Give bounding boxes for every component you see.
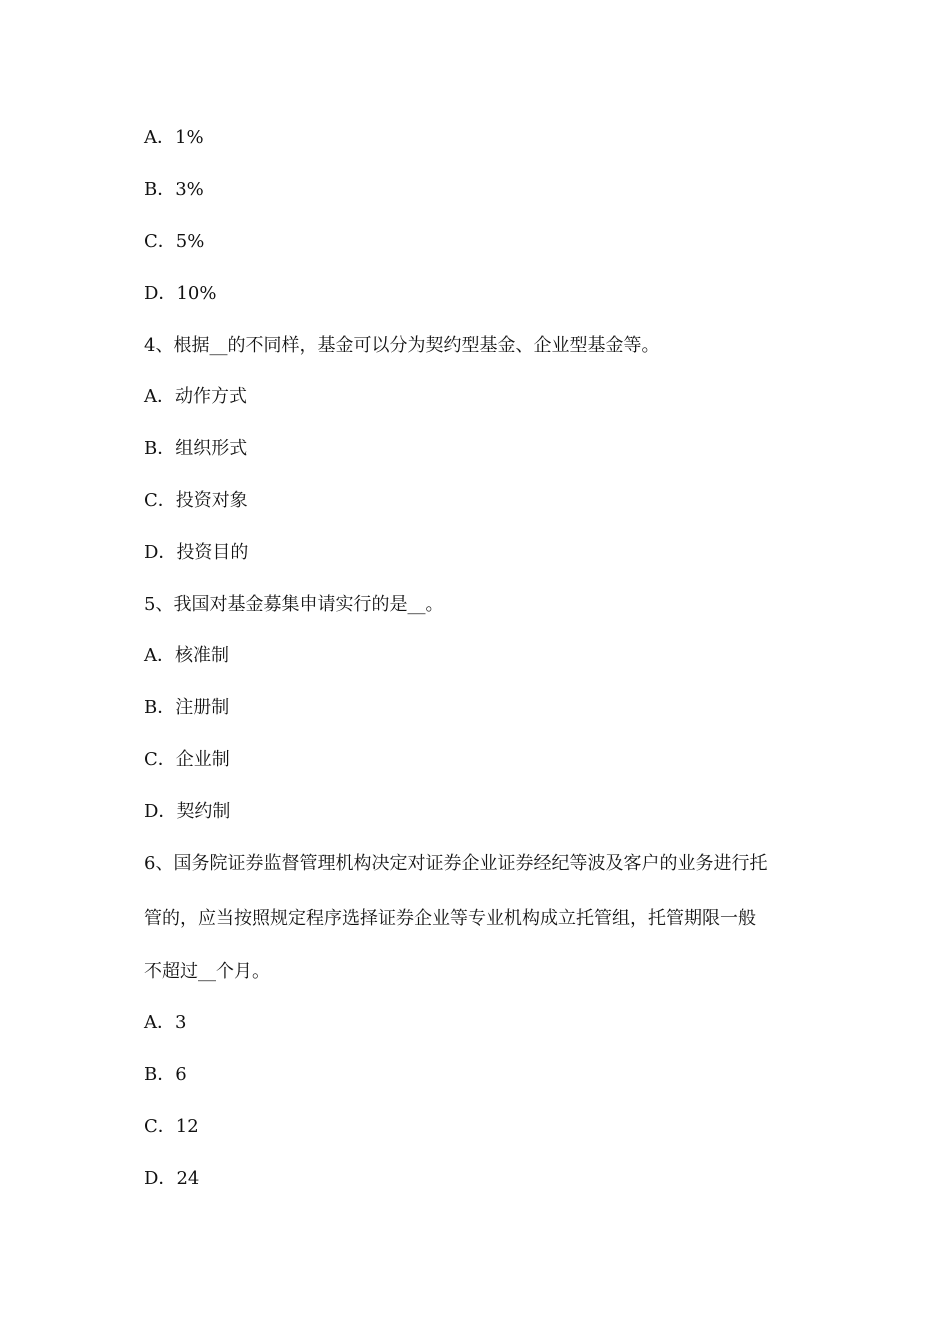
q6-option-a: [144, 1012, 824, 1034]
option-letter: D．: [144, 542, 177, 563]
q4-option-c: [144, 490, 824, 512]
q5-option-d: [144, 801, 824, 823]
q5-option-c: [144, 749, 824, 771]
q5-option-b: [144, 697, 824, 719]
option-text: 投资目的: [176, 542, 249, 563]
option-text: 契约制: [176, 801, 231, 822]
option-letter: D．: [144, 801, 177, 822]
q6-option-b: [144, 1064, 824, 1086]
option-letter: D．: [144, 1168, 177, 1189]
option-text: 注册制: [175, 697, 230, 718]
option-letter: C．: [144, 490, 176, 511]
option-text: 组织形式: [175, 438, 248, 459]
option-text: 核准制: [175, 645, 229, 666]
option-letter: C．: [144, 1116, 176, 1137]
option-text: 企业制: [175, 749, 230, 770]
q3-option-b: [144, 179, 824, 201]
option-letter: A．: [144, 127, 175, 148]
option-letter: B．: [144, 697, 176, 718]
option-letter: B．: [144, 1064, 176, 1085]
option-text: 6: [175, 1064, 187, 1085]
q4-option-b: [144, 438, 824, 460]
q5-stem: 5、我国对基金募集申请实行的是__。: [144, 594, 444, 615]
q6-option-d: [144, 1168, 824, 1190]
q5-option-a: [144, 645, 824, 667]
option-letter: B．: [144, 438, 176, 459]
option-letter: C．: [144, 231, 176, 252]
option-text: 3: [175, 1012, 187, 1033]
option-text: 5%: [175, 231, 205, 252]
q4-stem: 4、根据__的不同样，基金可以分为契约型基金、企业型基金等。: [144, 335, 660, 356]
q6-stem-line: 6、国务院证券监督管理机构决定对证券企业证券经纪等波及客户的业务进行托: [144, 853, 768, 874]
option-letter: B．: [144, 179, 176, 200]
q6-stem-line: 管的，应当按照规定程序选择证券企业等专业机构成立托管组，托管期限一般: [144, 908, 756, 929]
option-text: 动作方式: [175, 386, 247, 407]
option-letter: A．: [144, 386, 175, 407]
option-letter: A．: [144, 1012, 175, 1033]
option-text: 24: [176, 1168, 200, 1189]
q6-stem-line: 不超过__个月。: [144, 961, 270, 982]
option-text: 投资对象: [175, 490, 248, 511]
q4-option-a: [144, 386, 824, 408]
option-text: 1%: [175, 127, 204, 148]
q3-option-a: [144, 127, 824, 149]
option-letter: A．: [144, 645, 175, 666]
option-letter: C．: [144, 749, 176, 770]
option-letter: D．: [144, 283, 177, 304]
option-text: 10%: [176, 283, 217, 304]
option-text: 12: [175, 1116, 199, 1137]
q4-option-d: [144, 542, 824, 564]
q3-option-d: [144, 283, 824, 305]
q3-option-c: [144, 231, 824, 253]
q6-option-c: [144, 1116, 824, 1138]
option-text: 3%: [175, 179, 204, 200]
